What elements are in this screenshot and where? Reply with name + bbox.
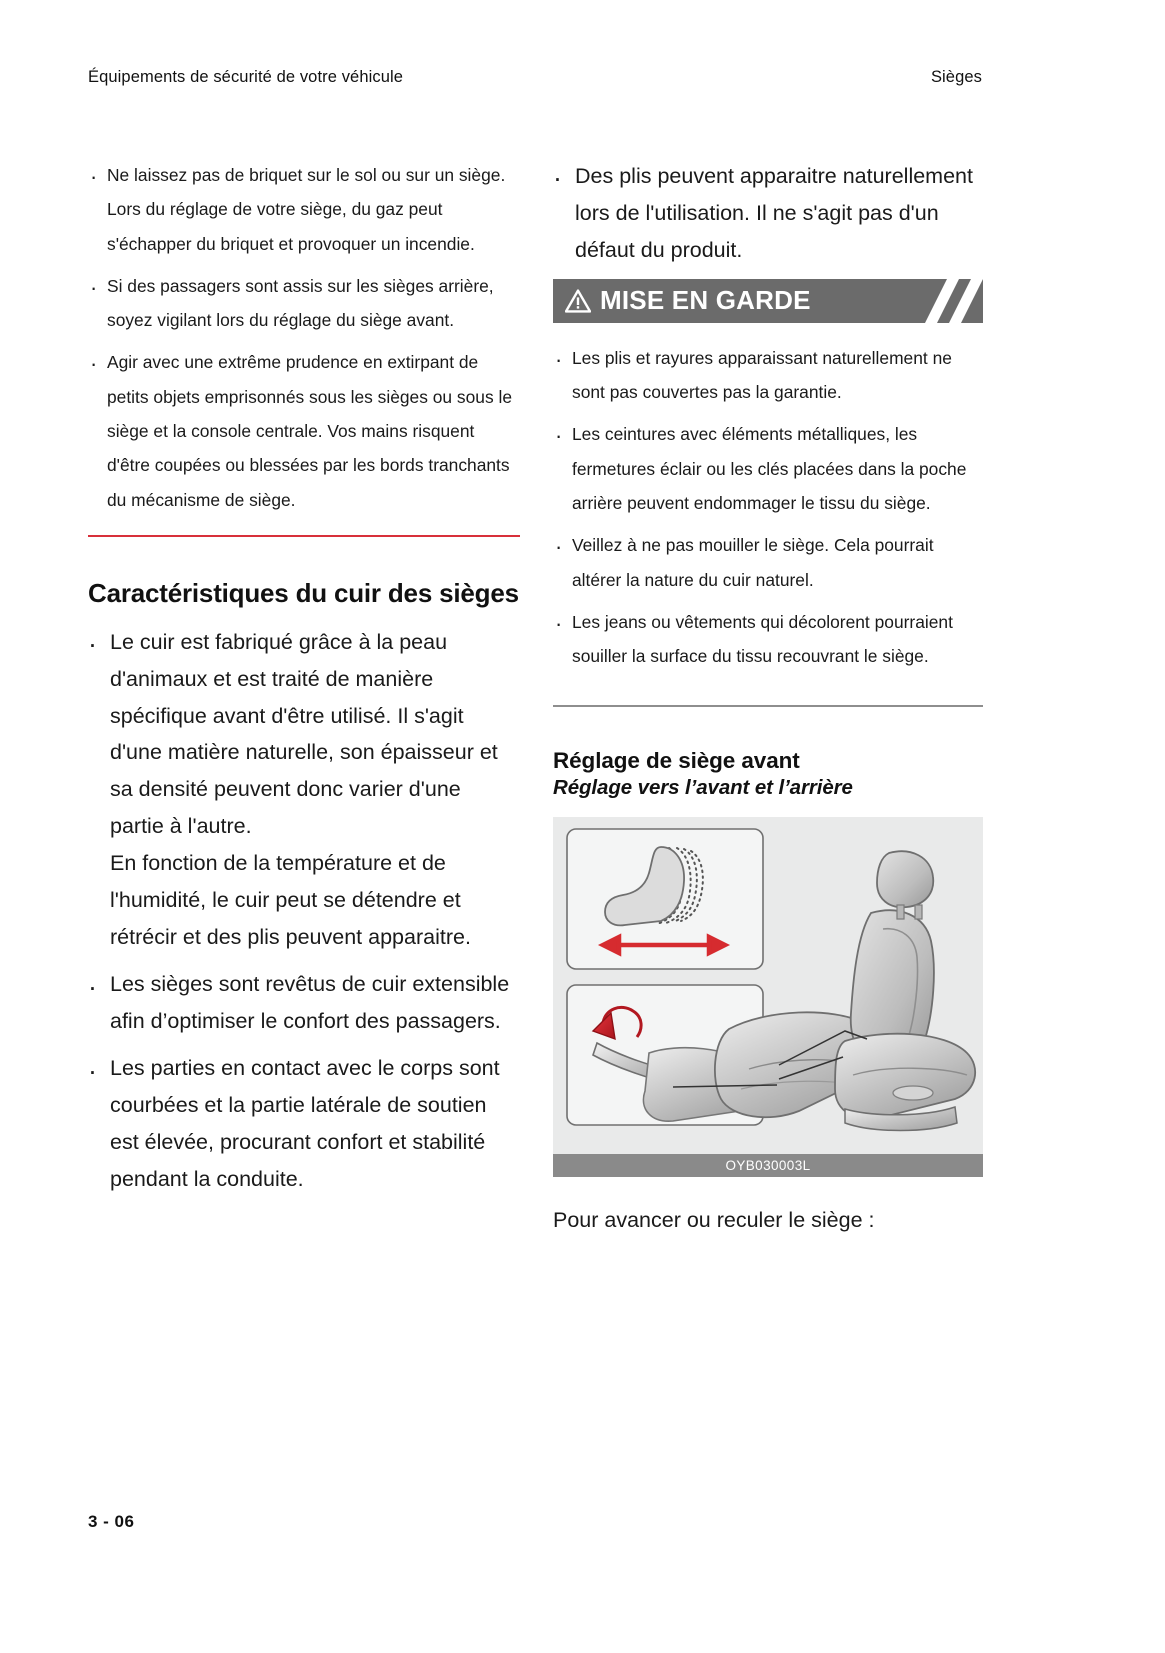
list-item: · Veillez à ne pas mouiller le siège. Cela pourrait altérer la nature du cuir naturel. (553, 528, 983, 597)
list-item: · Ne laissez pas de briquet sur le sol ou sur un siège. Lors du réglage de votre siège, du gaz peut s'échapper du briquet et provoquer un incendie. (88, 158, 520, 261)
subsection-heading-fore-aft: Réglage vers l’avant et l’arrière (553, 776, 853, 800)
list-item (88, 1050, 520, 1198)
left-warning-list-block (88, 158, 520, 517)
figure-caption: OYB030003L (553, 1154, 983, 1177)
left-top-bullet-list (88, 158, 520, 517)
warning-bullet-block (553, 341, 983, 674)
list-item: · Si des passagers sont assis sur les sièges arrière, soyez vigilant lors du réglage du siège avant. (88, 269, 520, 338)
banner-diagonal-stripes (863, 279, 983, 323)
list-item: · Agir avec une extrême prudence en extirpant de petits objets emprisonnés sous les sièges ou sous le siège et la console centrale. Vos mains risquent d'être coupées ou blessées par les bords tranchants du mécanisme de siège. (88, 345, 520, 516)
list-item-text: Les parties en contact avec le corps sont courbées et la partie latérale de soutien est élevée, procurant confort et stabilité pendant la conduite. (110, 1056, 500, 1192)
page-number: 3 - 06 (88, 1512, 135, 1531)
list-item: · Les plis et rayures apparaissant naturellement ne sont pas couvertes pas la garantie. (553, 341, 983, 410)
warning-banner (553, 279, 983, 323)
right-top-bullet-list (553, 158, 983, 269)
leather-bullet-list (88, 624, 520, 1199)
seat-adjustment-figure (553, 817, 983, 1177)
section-heading-leather: Caractéristiques du cuir des sièges (88, 577, 519, 608)
list-item: · Les ceintures avec éléments métalliques, les fermetures éclair ou les clés placées dans la poche arrière peuvent endommager le tissu du siège. (553, 417, 983, 520)
right-column (553, 158, 983, 1237)
seat-adjustment-illustration (553, 817, 983, 1154)
red-divider-rule (88, 535, 520, 537)
page-header (88, 68, 982, 87)
list-item-text: Les sièges sont revêtus de cuir extensible afin d’optimiser le confort des passagers. (110, 972, 510, 1034)
warning-bullet-list (553, 341, 983, 674)
list-item-followup: En fonction de la température et de l'humidité, le cuir peut se détendre et rétrécir et des plis peuvent apparaitre. (110, 851, 471, 950)
section-heading-seat-adjustment: Réglage de siège avant (553, 748, 800, 774)
list-item: · Des plis peuvent apparaitre naturellement lors de l'utilisation. Il ne s'agit pas d'un défaut du produit. (553, 158, 983, 269)
warning-triangle-icon (565, 289, 591, 313)
left-column (88, 158, 520, 1208)
header-section-title: Sièges (930, 68, 982, 86)
leather-characteristics-block (88, 624, 520, 1199)
warning-banner-label: MISE EN GARDE (600, 284, 811, 315)
list-item (88, 624, 520, 957)
list-item-text: Le cuir est fabriqué grâce à la peau d'animaux et est traité de manière spécifique avant d'être utilisé. Il s'agit d'une matière naturelle, son épaisseur et sa densité peuvent donc varier d'une partie à l'autre. (110, 629, 498, 839)
spacer (553, 707, 983, 747)
list-item (88, 966, 520, 1040)
header-chapter-title: Équipements de sécurité de votre véhicule (88, 68, 404, 86)
list-item: · Les jeans ou vêtements qui décolorent pourraient souiller la surface du tissu recouvrant le siège. (553, 605, 983, 674)
spacer (553, 681, 983, 705)
after-figure-text: Pour avancer ou reculer le siège : (553, 1208, 875, 1233)
right-top-block (553, 158, 983, 269)
